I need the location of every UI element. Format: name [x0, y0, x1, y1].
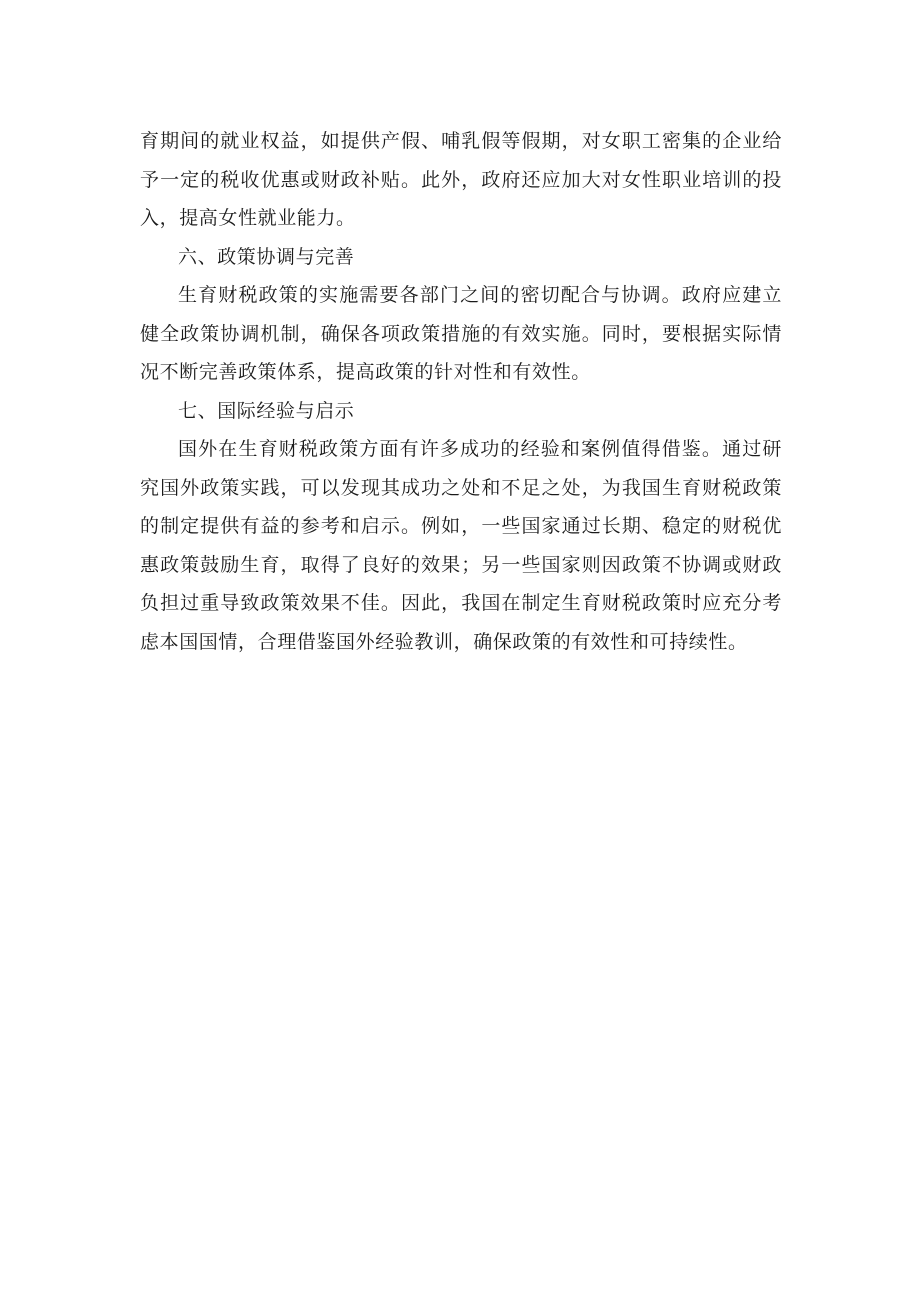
paragraph-continued: 育期间的就业权益，如提供产假、哺乳假等假期，对女职工密集的企业给予一定的税收优惠或财政补贴。此外，政府还应加大对女性职业培训的投入，提高女性就业能力。	[140, 130, 782, 229]
paragraph-policy-coordination: 生育财税政策的实施需要各部门之间的密切配合与协调。政府应建立健全政策协调机制，确保各项政策措施的有效实施。同时，要根据实际情况不断完善政策体系，提高政策的针对性和有效性。	[140, 284, 782, 383]
section-heading-7: 七、国际经验与启示	[178, 399, 355, 422]
section-heading-6: 六、政策协调与完善	[178, 245, 355, 268]
paragraph-international-experience: 国外在生育财税政策方面有许多成功的经验和案例值得借鉴。通过研究国外政策实践，可以发现其成功之处和不足之处，为我国生育财税政策的制定提供有益的参考和启示。例如，一些国家通过长期、稳定的财税优惠政策鼓励生育，取得了良好的效果；另一些国家则因政策不协调或财政负担过重导致政策效果不佳。因此，我国在制定生育财税政策时应充分考虑本国国情，合理借鉴国外经验教训，确保政策的有效性和可持续性。	[140, 438, 782, 653]
document-body	[140, 122, 782, 661]
